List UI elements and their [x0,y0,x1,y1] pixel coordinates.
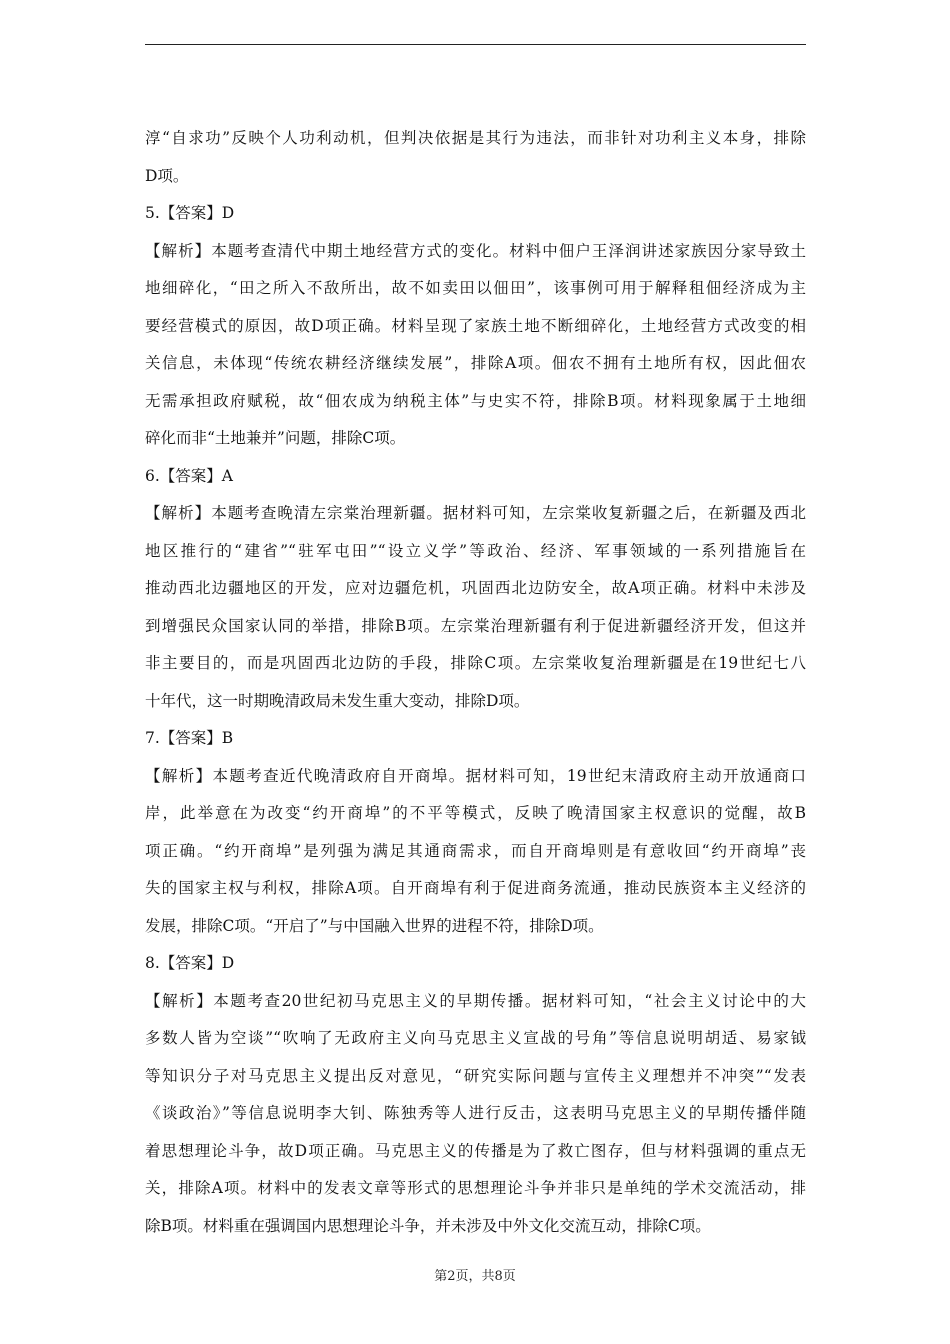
text-line: 多数人皆为空谈”“吹响了无政府主义向马克思主义宣战的号角”等信息说明胡适、易家钺 [145,1029,806,1047]
header-rule [145,44,806,45]
text-line: 到增强民众国家认同的举措，排除B项。左宗棠治理新疆有利于促进新疆经济开发，但这并 [145,616,806,635]
text-line: 着思想理论斗争，故D项正确。马克思主义的传播是为了救亡图存，但与材料强调的重点无 [145,1141,806,1160]
text-line: 关，排除A项。材料中的发表文章等形式的思想理论斗争并非只是单纯的学术交流活动，排 [145,1179,806,1197]
text-line: D项。 [145,166,189,185]
text-line: 除B项。材料重在强调国内思想理论斗争，并未涉及中外文化交流互动，排除C项。 [145,1216,711,1235]
text-line: 项正确。“约开商埠”是列强为满足其通商需求，而自开商埠则是有意收回“约开商埠”丧 [145,841,806,860]
text-line: 【解析】本题考查清代中期土地经营方式的变化。材料中佃户王泽润讲述家族因分家导致土 [145,241,806,260]
text-line: 无需承担政府赋税，故“佃农成为纳税主体”与史实不符，排除B项。材料现象属于土地细 [145,391,806,410]
text-line: 关信息，未体现“传统农耕经济继续发展”，排除A项。佃农不拥有土地所有权，因此佃农 [145,354,806,372]
page-body [145,120,806,1245]
text-line: 发展，排除C项。“开启了”与中国融入世界的进程不符，排除D项。 [145,916,604,935]
text-line: 失的国家主权与利权，排除A项。自开商埠有利于促进商务流通，推动民族资本主义经济的 [145,879,806,897]
text-line: 要经营模式的原因，故D项正确。材料呈现了家族土地不断细碎化，土地经营方式改变的相 [145,316,806,335]
text-line: 【解析】本题考查20世纪初马克思主义的早期传播。据材料可知，“社会主义讨论中的大 [145,991,806,1010]
answer-line: 8.【答案】D [145,954,235,972]
text-line: 《谈政治》”等信息说明李大钊、陈独秀等人进行反击，这表明马克思主义的早期传播伴随 [145,1104,806,1122]
text-line: 地细碎化，“田之所入不敌所出，故不如卖田以佃田”，该事例可用于解释租佃经济成为主 [145,279,806,297]
answer-line: 6.【答案】A [145,466,233,485]
text-line: 非主要目的，而是巩固西北边防的手段，排除C项。左宗棠收复治理新疆是在19世纪七八 [145,654,806,672]
text-line: 十年代，这一时期晚清政局未发生重大变动，排除D项。 [145,691,530,710]
text-line: 【解析】本题考查晚清左宗棠治理新疆。据材料可知，左宗棠收复新疆之后，在新疆及西北 [145,504,806,522]
text-line: 推动西北边疆地区的开发，应对边疆危机，巩固西北边防安全，故A项正确。材料中未涉及 [145,579,806,597]
answer-line: 7.【答案】B [145,729,234,747]
text-line: 淳“自求功”反映个人功利动机，但判决依据是其行为违法，而非针对功利主义本身，排除 [145,129,806,147]
text-line: 碎化而非“土地兼并”问题，排除C项。 [145,429,406,447]
answer-line: 5.【答案】D [145,204,235,222]
text-line: 等知识分子对马克思主义提出反对意见，“研究实际问题与宣传主义理想并不冲突”“发表 [145,1066,806,1085]
text-line: 地区推行的“建省”“驻军屯田”“设立义学”等政治、经济、军事领域的一系列措施旨在 [145,541,806,560]
text-line: 【解析】本题考查近代晚清政府自开商埠。据材料可知，19世纪末清政府主动开放通商口 [145,766,806,785]
page-number-footer: 第2页，共8页 [434,1269,516,1284]
text-line: 岸，此举意在为改变“约开商埠”的不平等模式，反映了晚清国家主权意识的觉醒，故B [145,804,806,822]
